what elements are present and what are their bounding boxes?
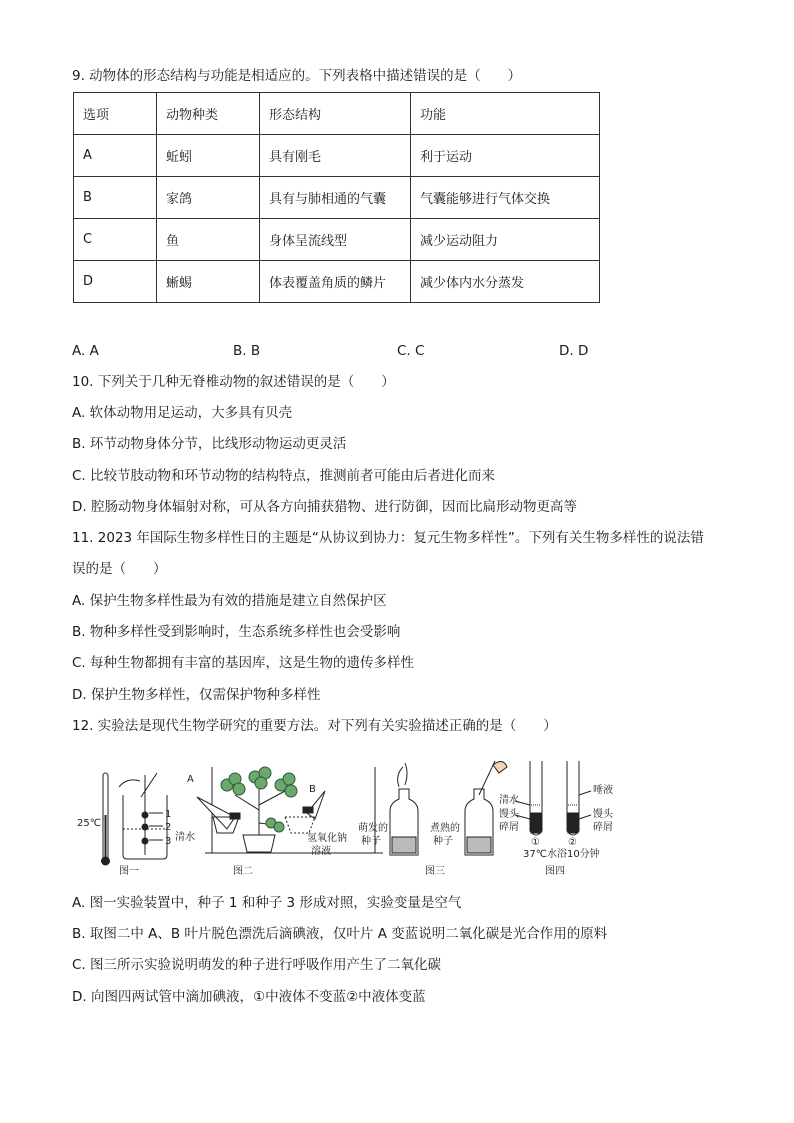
fig1-caption: 图一 bbox=[119, 866, 139, 877]
table-cell: 减少运动阻力 bbox=[411, 219, 600, 261]
table-cell: 减少体内水分蒸发 bbox=[411, 261, 600, 303]
table-row bbox=[74, 219, 600, 261]
q9-option-c: C. C bbox=[397, 343, 425, 359]
q12-option-b: B. 取图二中 A、B 叶片脱色漂洗后滴碘液，仅叶片 A 变蓝说明二氧化碳是光合作用的原料 bbox=[72, 926, 608, 942]
q10-stem: 10. 下列关于几种无脊椎动物的叙述错误的是（ ） bbox=[72, 374, 395, 390]
fig4-right-label-2: 馒头 bbox=[593, 809, 613, 820]
fig2-right-label-1: 氢氧化钠 bbox=[307, 833, 347, 844]
table-header-cell: 功能 bbox=[411, 93, 600, 135]
fig3-caption: 图三 bbox=[425, 866, 445, 877]
q11-stem-cont: 误的是（ ） bbox=[72, 561, 167, 577]
fig2-right-label-2: 溶液 bbox=[311, 846, 331, 857]
q10-option-c: C. 比较节肢动物和环节动物的结构特点，推测前者可能由后者进化而来 bbox=[72, 468, 496, 484]
fig4-caption: 图四 bbox=[545, 866, 565, 877]
table-cell: 身体呈流线型 bbox=[260, 219, 411, 261]
table-cell: 气囊能够进行气体交换 bbox=[411, 177, 600, 219]
table-row bbox=[74, 135, 600, 177]
fig4-tube1-label: ① bbox=[531, 837, 540, 848]
table-cell: 具有与肺相通的气囊 bbox=[260, 177, 411, 219]
q10-option-d: D. 腔肠动物身体辐射对称，可从各方向捕获猎物、进行防御，因而比扁形动物更高等 bbox=[72, 499, 577, 515]
fig4-left-label-2: 馒头 bbox=[499, 809, 519, 820]
fig1-mark-2: 2 bbox=[165, 822, 172, 833]
table-row bbox=[74, 177, 600, 219]
q11-option-a: A. 保护生物多样性最为有效的措施是建立自然保护区 bbox=[72, 593, 387, 609]
q11-option-b: B. 物种多样性受到影响时，生态系统多样性也会受影响 bbox=[72, 624, 401, 640]
fig4-right-label-3: 碎屑 bbox=[593, 822, 613, 833]
q9-option-d: D. D bbox=[559, 343, 589, 359]
q12-option-a: A. 图一实验装置中，种子 1 和种子 3 形成对照，实验变量是空气 bbox=[72, 895, 462, 911]
fig1-mark-1: 1 bbox=[165, 809, 172, 820]
fig2-caption: 图二 bbox=[233, 866, 253, 877]
q11-stem: 11. 2023 年国际生物多样性日的主题是“从协议到协力：复元生物多样性”。下列有关生物多样性的说法错 bbox=[72, 530, 704, 546]
table-header-row bbox=[74, 93, 600, 135]
fig2-left-label: 清水 bbox=[175, 832, 195, 843]
q9-table bbox=[73, 92, 600, 303]
table-cell: 蜥蜴 bbox=[157, 261, 260, 303]
fig4-right-label-1: 唾液 bbox=[593, 785, 613, 796]
fig1-temp-label: 25℃ bbox=[77, 818, 101, 829]
table-cell: 家鸽 bbox=[157, 177, 260, 219]
fig2-leaf-a-label: A bbox=[187, 774, 194, 785]
table-header-cell: 动物种类 bbox=[157, 93, 260, 135]
q9-option-b: B. B bbox=[233, 343, 261, 359]
q9-stem: 9. 动物体的形态结构与功能是相适应的。下列表格中描述错误的是（ ） bbox=[72, 68, 522, 84]
table-cell: B bbox=[74, 177, 157, 219]
q12-option-d: D. 向图四两试管中滴加碘液，①中液体不变蓝②中液体变蓝 bbox=[72, 989, 426, 1005]
q9-option-a: A. A bbox=[72, 343, 99, 359]
q11-option-c: C. 每种生物都拥有丰富的基因库，这是生物的遗传多样性 bbox=[72, 655, 415, 671]
fig4-left-label-1: 清水 bbox=[499, 795, 519, 806]
table-row bbox=[74, 261, 600, 303]
fig1-mark-3: 3 bbox=[165, 836, 172, 847]
q10-option-a: A. 软体动物用足运动，大多具有贝壳 bbox=[72, 405, 293, 421]
q12-stem: 12. 实验法是现代生物学研究的重要方法。对下列有关实验描述正确的是（ ） bbox=[72, 718, 557, 734]
fig4-tube2-label: ② bbox=[568, 837, 577, 848]
fig2-leaf-b-label: B bbox=[309, 784, 316, 795]
fig1-thermometer bbox=[102, 773, 110, 865]
table-header-cell: 形态结构 bbox=[260, 93, 411, 135]
fig3-left-label-2: 种子 bbox=[361, 836, 381, 847]
fig3-right-label-1: 煮熟的 bbox=[430, 823, 460, 834]
fig4-left-label-3: 碎屑 bbox=[499, 822, 519, 833]
table-cell: 具有刚毛 bbox=[260, 135, 411, 177]
fig3-right-label-2: 种子 bbox=[433, 836, 453, 847]
fig4-bath-label: 37℃水浴10分钟 bbox=[523, 849, 600, 860]
q12-option-c: C. 图三所示实验说明萌发的种子进行呼吸作用产生了二氧化碳 bbox=[72, 957, 442, 973]
table-cell: 鱼 bbox=[157, 219, 260, 261]
table-cell: 利于运动 bbox=[411, 135, 600, 177]
table-cell: D bbox=[74, 261, 157, 303]
q12-figure bbox=[75, 755, 635, 880]
table-cell: 体表覆盖角质的鳞片 bbox=[260, 261, 411, 303]
table-cell: 蚯蚓 bbox=[157, 135, 260, 177]
fig3-left-label-1: 萌发的 bbox=[358, 823, 388, 834]
q10-option-b: B. 环节动物身体分节，比线形动物运动更灵活 bbox=[72, 436, 347, 452]
table-header-cell: 选项 bbox=[74, 93, 157, 135]
table-cell: A bbox=[74, 135, 157, 177]
q11-option-d: D. 保护生物多样性，仅需保护物种多样性 bbox=[72, 687, 321, 703]
fig1-beaker bbox=[119, 773, 167, 859]
fig4-tubes bbox=[515, 761, 591, 835]
table-cell: C bbox=[74, 219, 157, 261]
